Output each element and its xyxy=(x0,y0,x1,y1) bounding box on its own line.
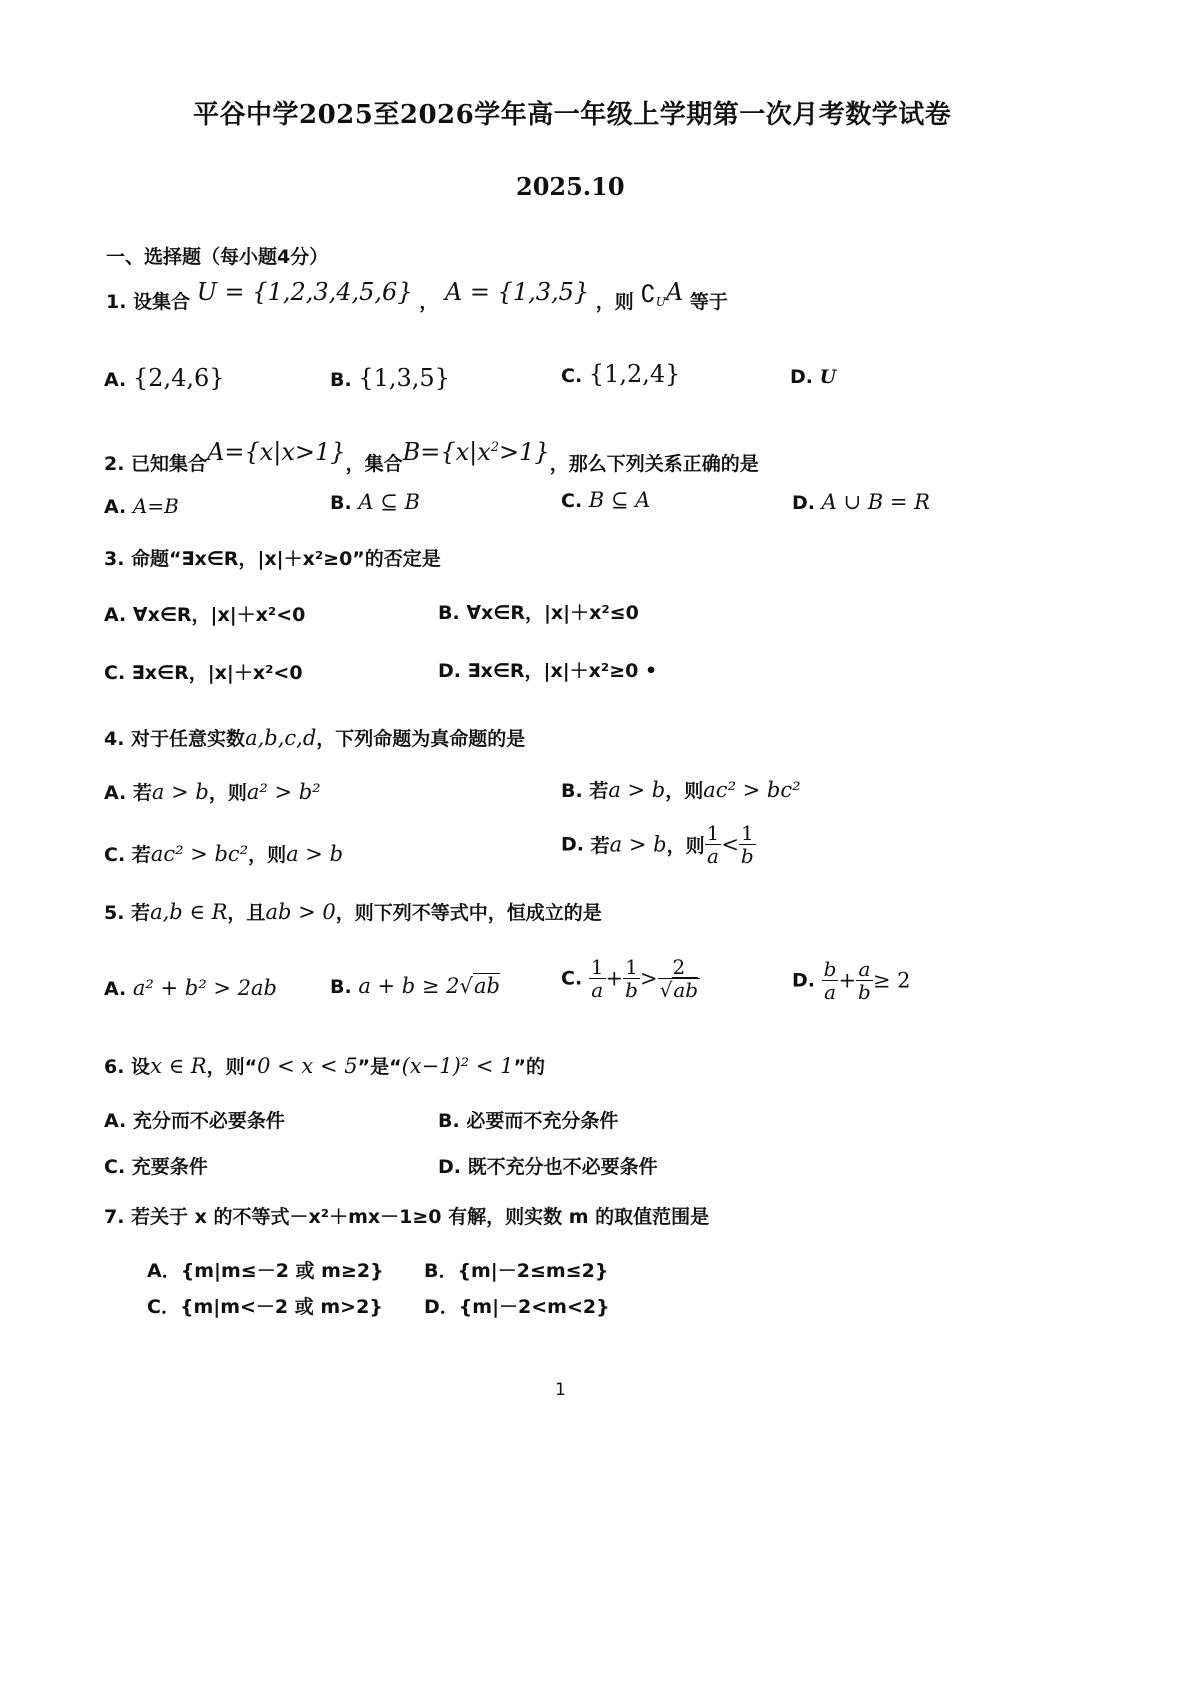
question-6: 6. 设x ∈ R，则“0 < x < 5”是“(x−1)² < 1”的 xyxy=(104,1054,545,1078)
q2-option-a: A. A=B xyxy=(104,494,179,518)
complement-subscript: U xyxy=(655,295,666,309)
q4-option-d: D. 若a > b，则 $\frac{1}{a}$ < $\frac{1}{b}$ xyxy=(561,821,754,868)
q3-option-c: C. ∃x∈R，|x|＋x²<0 xyxy=(104,662,303,684)
question-3: 3. 命题“∃x∈R，|x|＋x²≥0”的否定是 xyxy=(104,548,441,570)
fraction: $\frac{1}{b}$ xyxy=(625,955,638,1002)
q6-option-a: A. 充分而不必要条件 xyxy=(104,1110,285,1132)
fraction: $\frac{a}{b}$ xyxy=(858,957,871,1004)
q7-option-a: A．{m|m≤－2 或 m≥2} xyxy=(147,1260,384,1282)
q1-option-a: A. {2,4,6} xyxy=(104,364,225,392)
question-2: 2. 已知集合A={x|x>1}，集合$B=\{x|x^2>1\}$，那么下列关系正确的是 xyxy=(104,438,759,475)
q5-option-d: D. $\frac{b}{a}$ + $\frac{a}{b}$ ≥ 2 xyxy=(792,957,911,1004)
q3-option-a: A. ∀x∈R，|x|＋x²<0 xyxy=(104,604,306,626)
fraction: $\frac{1}{b}$ xyxy=(740,821,754,868)
fraction: $\frac{1}{a}$ xyxy=(590,955,604,1002)
q6-option-d: D. 既不充分也不必要条件 xyxy=(438,1156,658,1178)
fraction: $\frac{1}{a}$ xyxy=(706,821,720,868)
q1-option-b: B. {1,3,5} xyxy=(330,364,450,392)
q2-option-c: C. B ⊆ A xyxy=(561,488,651,512)
complement-set: A xyxy=(665,278,684,306)
section-heading: 一、选择题（每小题4分） xyxy=(106,246,329,268)
page-title: 平谷中学2025至2026学年高一年级上学期第一次月考数学试卷 xyxy=(193,100,952,130)
question-1-set-u: U = {1,2,3,4,5,6} xyxy=(196,278,413,306)
question-1 xyxy=(106,278,728,314)
q6-option-b: B. 必要而不充分条件 xyxy=(438,1110,619,1132)
question-1-suffix: 等于 xyxy=(689,291,728,313)
question-1-comma: ， xyxy=(419,291,439,313)
complement-symbol: ∁ xyxy=(640,280,656,308)
fraction: $\frac{2}{√ab}$ xyxy=(659,955,699,1002)
question-7: 7. 若关于 x 的不等式－x²＋mx－1≥0 有解，则实数 m 的取值范围是 xyxy=(104,1206,710,1228)
question-1-then: ，则 xyxy=(595,291,634,313)
question-2-set-b: $B=\{x|x^2>1\}$ xyxy=(402,438,550,466)
q3-option-d: D. ∃x∈R，|x|＋x²≥0 • xyxy=(438,660,658,682)
q6-option-c: C. 充要条件 xyxy=(104,1156,208,1178)
q1-option-d: D. U xyxy=(790,366,837,388)
exam-date: 2025.10 xyxy=(516,172,625,201)
question-5: 5. 若a,b ∈ R，且ab > 0，则下列不等式中，恒成立的是 xyxy=(104,900,602,924)
fraction: $\frac{b}{a}$ xyxy=(823,957,837,1004)
q5-option-c: C. $\frac{1}{a}$ + $\frac{1}{b}$ > $\frac{2}{√ab}$ xyxy=(561,955,699,1002)
q1-option-c: C. {1,2,4} xyxy=(561,360,681,388)
q4-option-a: A. 若a > b，则a² > b² xyxy=(104,780,321,804)
sqrt-radicand: ab xyxy=(473,974,500,998)
question-1-set-a: A = {1,3,5} xyxy=(444,278,590,306)
q7-option-b: B．{m|－2≤m≤2} xyxy=(424,1260,609,1282)
q7-option-d: D．{m|－2<m<2} xyxy=(424,1296,610,1318)
question-4: 4. 对于任意实数a,b,c,d，下列命题为真命题的是 xyxy=(104,726,526,750)
q5-option-b: B. a + b ≥ 2√ab xyxy=(330,974,500,998)
q2-option-d: D. A ∪ B = R xyxy=(792,490,930,514)
q5-option-a: A. a² + b² > 2ab xyxy=(104,976,277,1000)
q7-option-c: C．{m|m<－2 或 m>2} xyxy=(147,1296,383,1318)
question-1-prefix: 1. 设集合 xyxy=(106,291,191,313)
q2-option-b: B. A ⊆ B xyxy=(330,490,420,514)
q4-option-b: B. 若a > b，则ac² > bc² xyxy=(561,778,801,802)
page-number: 1 xyxy=(555,1380,566,1400)
question-2-set-a: A={x|x>1} xyxy=(207,438,346,466)
q3-option-b: B. ∀x∈R，|x|＋x²≤0 xyxy=(438,602,639,624)
q4-option-c: C. 若ac² > bc²，则a > b xyxy=(104,842,344,866)
